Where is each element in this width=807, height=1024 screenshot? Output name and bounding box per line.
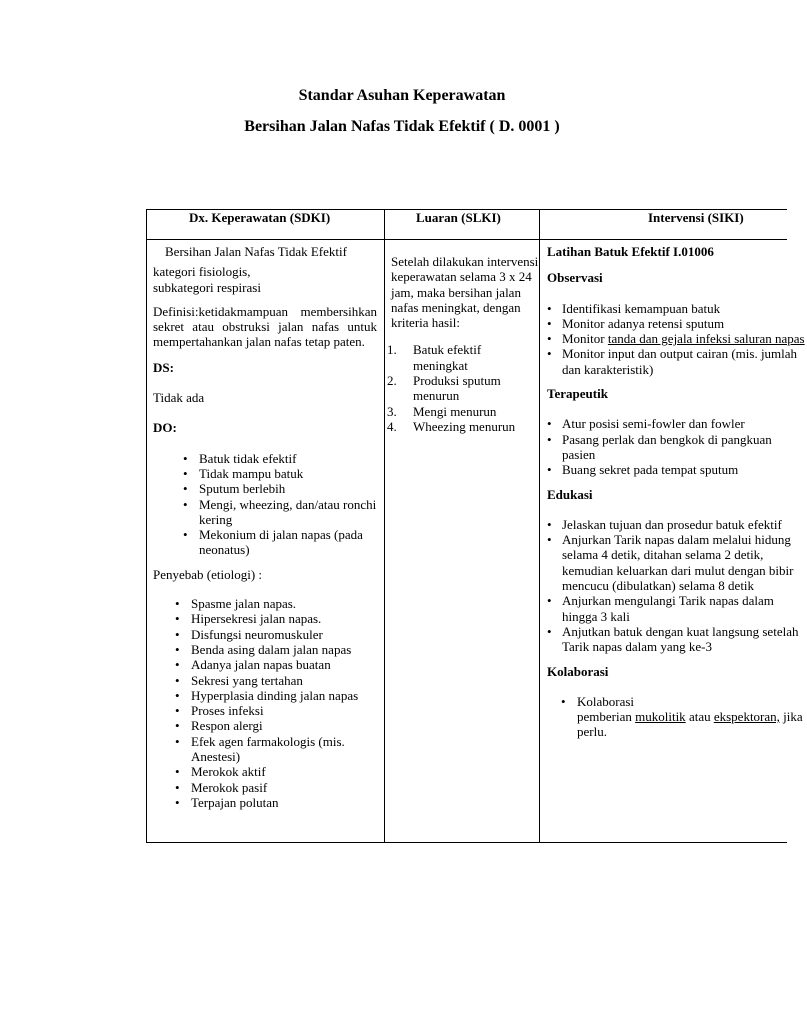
list-item: [387, 373, 539, 404]
header-siki: Intervensi (SIKI): [648, 210, 744, 225]
list-item: • Batuk tidak efektif: [199, 451, 377, 466]
siki-title: Latihan Batuk Efektif I.01006: [547, 244, 714, 259]
header-sdki: Dx. Keperawatan (SDKI): [189, 210, 331, 225]
list-item: • Tidak mampu batuk: [199, 466, 377, 481]
list-item: • Mengi, wheezing, dan/atau ronchi kering: [199, 497, 377, 528]
list-item: • Jelaskan tujuan dan prosedur batuk efektif: [562, 517, 807, 532]
list-item: • Efek agen farmakologis (mis. Anestesi): [191, 734, 377, 765]
list-text: atau: [685, 709, 714, 725]
list-number: 2.: [387, 373, 397, 389]
list-item: [387, 403, 539, 419]
list-item: • Mekonium di jalan napas (pada neonatus): [199, 527, 377, 558]
subkategori-text: subkategori respirasi: [153, 279, 261, 295]
do-list: [199, 451, 377, 558]
document-title: Standar Asuhan Keperawatan: [298, 87, 506, 104]
list-item: • Atur posisi semi-fowler dan fowler: [562, 416, 807, 431]
kolaborasi-list: [577, 694, 807, 740]
column-divider: [384, 210, 385, 842]
list-number: 1.: [387, 342, 397, 358]
list-item: • Spasme jalan napas.: [191, 596, 377, 611]
do-label: DO:: [153, 420, 177, 436]
list-item: • Identifikasi kemampuan batuk: [562, 301, 807, 316]
document-subtitle: Bersihan Jalan Nafas Tidak Efektif ( D. 0001 ): [244, 118, 560, 135]
list-item: • Respon alergi: [191, 718, 377, 733]
list-item: • Pasang perlak dan bengkok di pangkuan pasien: [562, 432, 807, 463]
terapeutik-label: Terapeutik: [547, 386, 608, 402]
list-item: • Anjutkan batuk dengan kuat langsung setelah Tarik napas dalam yang ke-3: [562, 624, 807, 655]
slki-intro: Setelah dilakukan intervensi keperawatan selama 3 x 24 jam, maka bersihan jalan nafas meningkat, dengan kriteria hasil:: [391, 254, 539, 331]
list-text: Produksi sputum menurun: [413, 373, 501, 404]
kategori-text: kategori fisiologis,: [153, 264, 251, 280]
underlined-text: ekspektoran,: [713, 709, 780, 725]
list-item: • Monitor input dan output cairan (mis. jumlah dan karakteristik): [562, 346, 807, 377]
list-item: • Benda asing dalam jalan napas: [191, 642, 377, 657]
list-text: Wheezing menurun: [413, 418, 516, 434]
column-divider: [539, 210, 540, 842]
terapeutik-list: [562, 416, 807, 477]
list-text: pemberian: [577, 709, 636, 725]
observasi-list: [562, 301, 807, 377]
list-item: • Terpajan polutan: [191, 795, 377, 810]
list-item: • Anjurkan Tarik napas dalam melalui hidung selama 4 detik, ditahan selama 2 detik, kemudian keluarkan dari mulut dengan bibir mencucu (dibulatkan) selama 8 detik: [562, 532, 807, 593]
sdki-column: [153, 244, 377, 810]
underlined-text: tanda dan gejala infeksi saluran napas: [607, 331, 805, 347]
observasi-label: Observasi: [547, 270, 603, 286]
list-item: • Merokok aktif: [191, 764, 377, 779]
list-item: • Monitor adanya retensi sputum: [562, 316, 807, 331]
penyebab-list: [191, 596, 377, 810]
list-item: • Anjurkan mengulangi Tarik napas dalam hingga 3 kali: [562, 593, 807, 624]
underlined-text: mukolitik: [635, 709, 686, 725]
list-number: 4.: [387, 418, 397, 434]
list-text: Mengi menurun: [413, 403, 497, 419]
diagnosis-name: Bersihan Jalan Nafas Tidak Efektif: [165, 244, 347, 259]
list-text: Batuk efektif meningkat: [413, 342, 482, 373]
list-item: [387, 418, 539, 434]
siki-column: [547, 244, 807, 740]
list-item: • Buang sekret pada tempat sputum: [562, 462, 807, 477]
list-item: • Adanya jalan napas buatan: [191, 657, 377, 672]
definisi-text: Definisi:ketidakmampuan membersihkan sekret atau obstruksi jalan nafas untuk mempertahankan jalan nafas tetap paten.: [153, 303, 377, 350]
list-item: • Disfungsi neuromuskuler: [191, 627, 377, 642]
slki-column: [387, 254, 539, 434]
list-item: [562, 331, 807, 346]
header-divider: [147, 239, 787, 240]
list-item: • Proses infeksi: [191, 703, 377, 718]
kriteria-list: [387, 342, 539, 434]
list-text: Monitor: [562, 331, 608, 347]
list-number: 3.: [387, 403, 397, 419]
list-text: Kolaborasi: [577, 693, 635, 709]
list-item: [577, 694, 807, 740]
ds-value: Tidak ada: [153, 390, 205, 406]
care-plan-table: [146, 209, 805, 843]
list-item: • Merokok pasif: [191, 780, 377, 795]
edukasi-list: [562, 517, 807, 655]
penyebab-label: Penyebab (etiologi) :: [153, 566, 263, 582]
list-item: • Hyperplasia dinding jalan napas: [191, 688, 377, 703]
list-item: • Sekresi yang tertahan: [191, 673, 377, 688]
edukasi-label: Edukasi: [547, 486, 593, 502]
kolaborasi-label: Kolaborasi: [547, 663, 609, 679]
list-item: • Sputum berlebih: [199, 481, 377, 496]
list-text: jika perlu.: [577, 709, 803, 740]
ds-label: DS:: [153, 359, 174, 375]
list-item: [387, 342, 539, 373]
header-slki: Luaran (SLKI): [416, 210, 501, 225]
list-item: • Hipersekresi jalan napas.: [191, 611, 377, 626]
